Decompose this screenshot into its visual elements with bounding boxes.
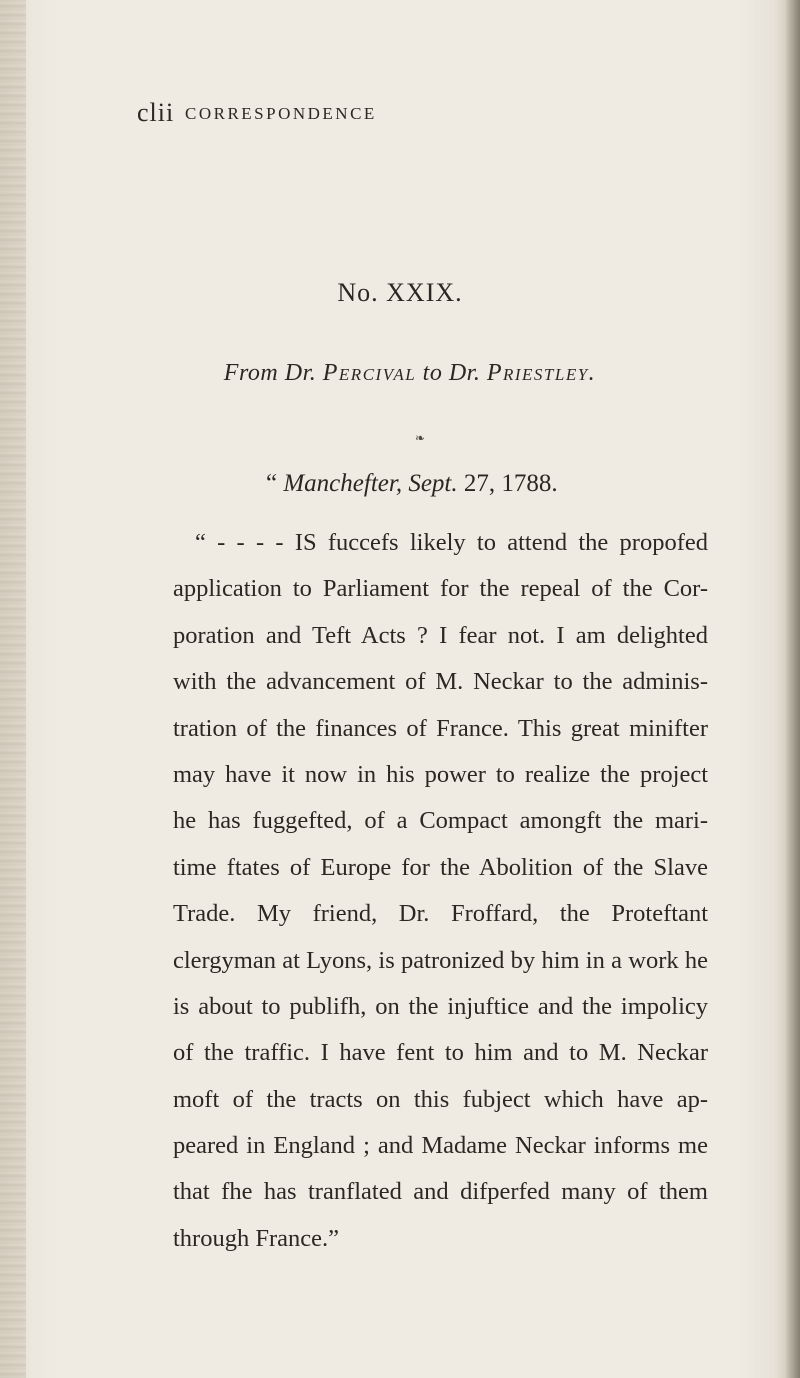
dateline-place: Manchefter, (283, 470, 403, 497)
letter-body (173, 520, 708, 1262)
from-to: to (422, 360, 443, 386)
dateline-month: Sept. (408, 470, 458, 497)
body-line: that fhe has tranflated and difperfed many of them (173, 1178, 708, 1206)
from-prefix: From (223, 360, 279, 386)
body-line: through France.” (173, 1224, 339, 1252)
recipient-name: Priestley. (486, 360, 597, 386)
body-line: is about to publifh, on the injuftice and the impolicy (173, 992, 708, 1020)
body-line: moft of the tracts on this fubject which have ap- (173, 1085, 708, 1113)
dateline (266, 470, 558, 498)
body-line: Trade. My friend, Dr. Froffard, the Proteftant (173, 900, 708, 928)
body-line: of the traffic. I have fent to him and to M. Neckar (173, 1039, 708, 1067)
ornament-icon: ❧ (415, 431, 426, 445)
sender-name: Percival (322, 360, 417, 386)
body-line: peared in England ; and Madame Neckar informs me (173, 1132, 708, 1160)
body-line: he has fuggefted, of a Compact amongft the mari- (173, 807, 708, 835)
body-line: clergyman at Lyons, is patronized by him in a work he (173, 946, 708, 974)
page-gutter-edge (0, 0, 26, 1378)
body-line: “ - - - - IS fuccefs likely to attend the propofed (195, 529, 708, 556)
from-dr-1: Dr. (284, 360, 317, 386)
body-line: tration of the finances of France. This great minifter (173, 714, 708, 742)
dateline-date: 27, 1788. (463, 470, 558, 497)
running-head-title: CORRESPONDENCE (185, 104, 377, 123)
from-dr-2: Dr. (448, 360, 481, 386)
page-number: clii (137, 98, 175, 127)
body-line: with the advancement of M. Neckar to the adminis- (173, 668, 708, 696)
body-line: poration and Teft Acts ? I fear not. I am delighted (173, 621, 708, 649)
running-head (137, 98, 637, 138)
dateline-quote: “ (266, 470, 278, 497)
letter-heading (0, 360, 800, 387)
letter-number: No. XXIX. (337, 278, 463, 307)
body-line: may have it now in his power to realize the project (173, 760, 708, 788)
body-line: time ftates of Europe for the Abolition of the Slave (173, 853, 708, 881)
page-fore-edge (786, 0, 800, 1378)
body-line: application to Parliament for the repeal of the Cor- (173, 575, 708, 603)
